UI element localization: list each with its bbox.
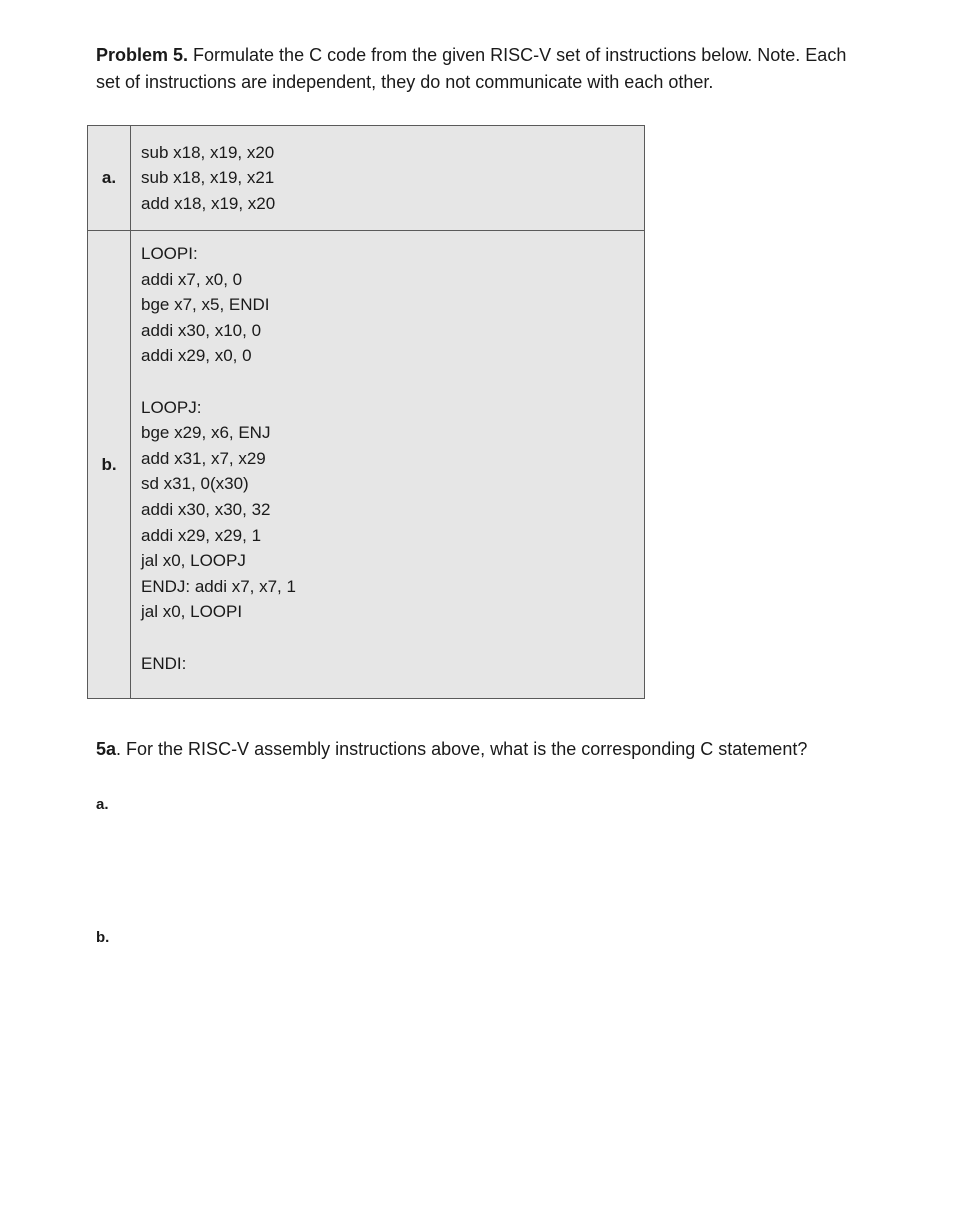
question-number: 5a xyxy=(96,739,117,759)
table-row-a xyxy=(88,126,645,231)
answer-label-b: b. xyxy=(96,929,110,946)
code-line: LOOPI: xyxy=(141,244,198,263)
code-gap xyxy=(141,369,644,395)
code-cell-b xyxy=(131,231,645,699)
code-line: bge x29, x6, ENJ xyxy=(141,423,271,443)
code-line: addi x30, x10, 0 xyxy=(141,320,262,340)
row-label-a: a. xyxy=(88,126,131,231)
table-row-b xyxy=(88,231,645,699)
answer-label-a: a. xyxy=(96,796,109,813)
question-5a xyxy=(96,736,807,763)
code-line: addi x29, x0, 0 xyxy=(141,346,252,366)
code-line: LOOPJ: xyxy=(141,397,202,417)
code-line: addi x29, x29, 1 xyxy=(141,525,262,545)
code-line: bge x7, x5, ENDI xyxy=(141,295,270,315)
code-line: add x18, x19, x20 xyxy=(141,193,276,213)
problem-header xyxy=(96,42,896,96)
code-line: addi x7, x0, 0 xyxy=(141,269,243,289)
row-label-b: b. xyxy=(88,231,131,699)
problem-label: Problem 5. xyxy=(96,45,189,65)
question-text: . For the RISC-V assembly instructions above, what is the corresponding C statement? xyxy=(116,739,808,759)
code-line: addi x30, x30, 32 xyxy=(141,499,271,519)
problem-header-line1 xyxy=(96,42,896,69)
code-line: sub x18, x19, x20 xyxy=(141,142,275,162)
code-line: sub x18, x19, x21 xyxy=(141,168,275,188)
code-line: add x31, x7, x29 xyxy=(141,448,266,468)
problem-text-line2: set of instructions are independent, they do not communicate with each other. xyxy=(96,72,714,92)
problem-text-line1: Formulate the C code from the given RISC-V set of instructions below. Note. Each xyxy=(188,45,847,65)
code-line: jal x0, LOOPJ xyxy=(141,551,246,571)
instruction-table xyxy=(87,125,645,699)
code-gap xyxy=(141,625,644,651)
code-cell-a xyxy=(131,126,645,231)
code-line: sd x31, 0(x30) xyxy=(141,474,249,494)
code-line: ENDI: xyxy=(141,653,187,673)
code-line: jal x0, LOOPI xyxy=(141,602,243,622)
code-line: ENDJ: addi x7, x7, 1 xyxy=(141,576,296,596)
